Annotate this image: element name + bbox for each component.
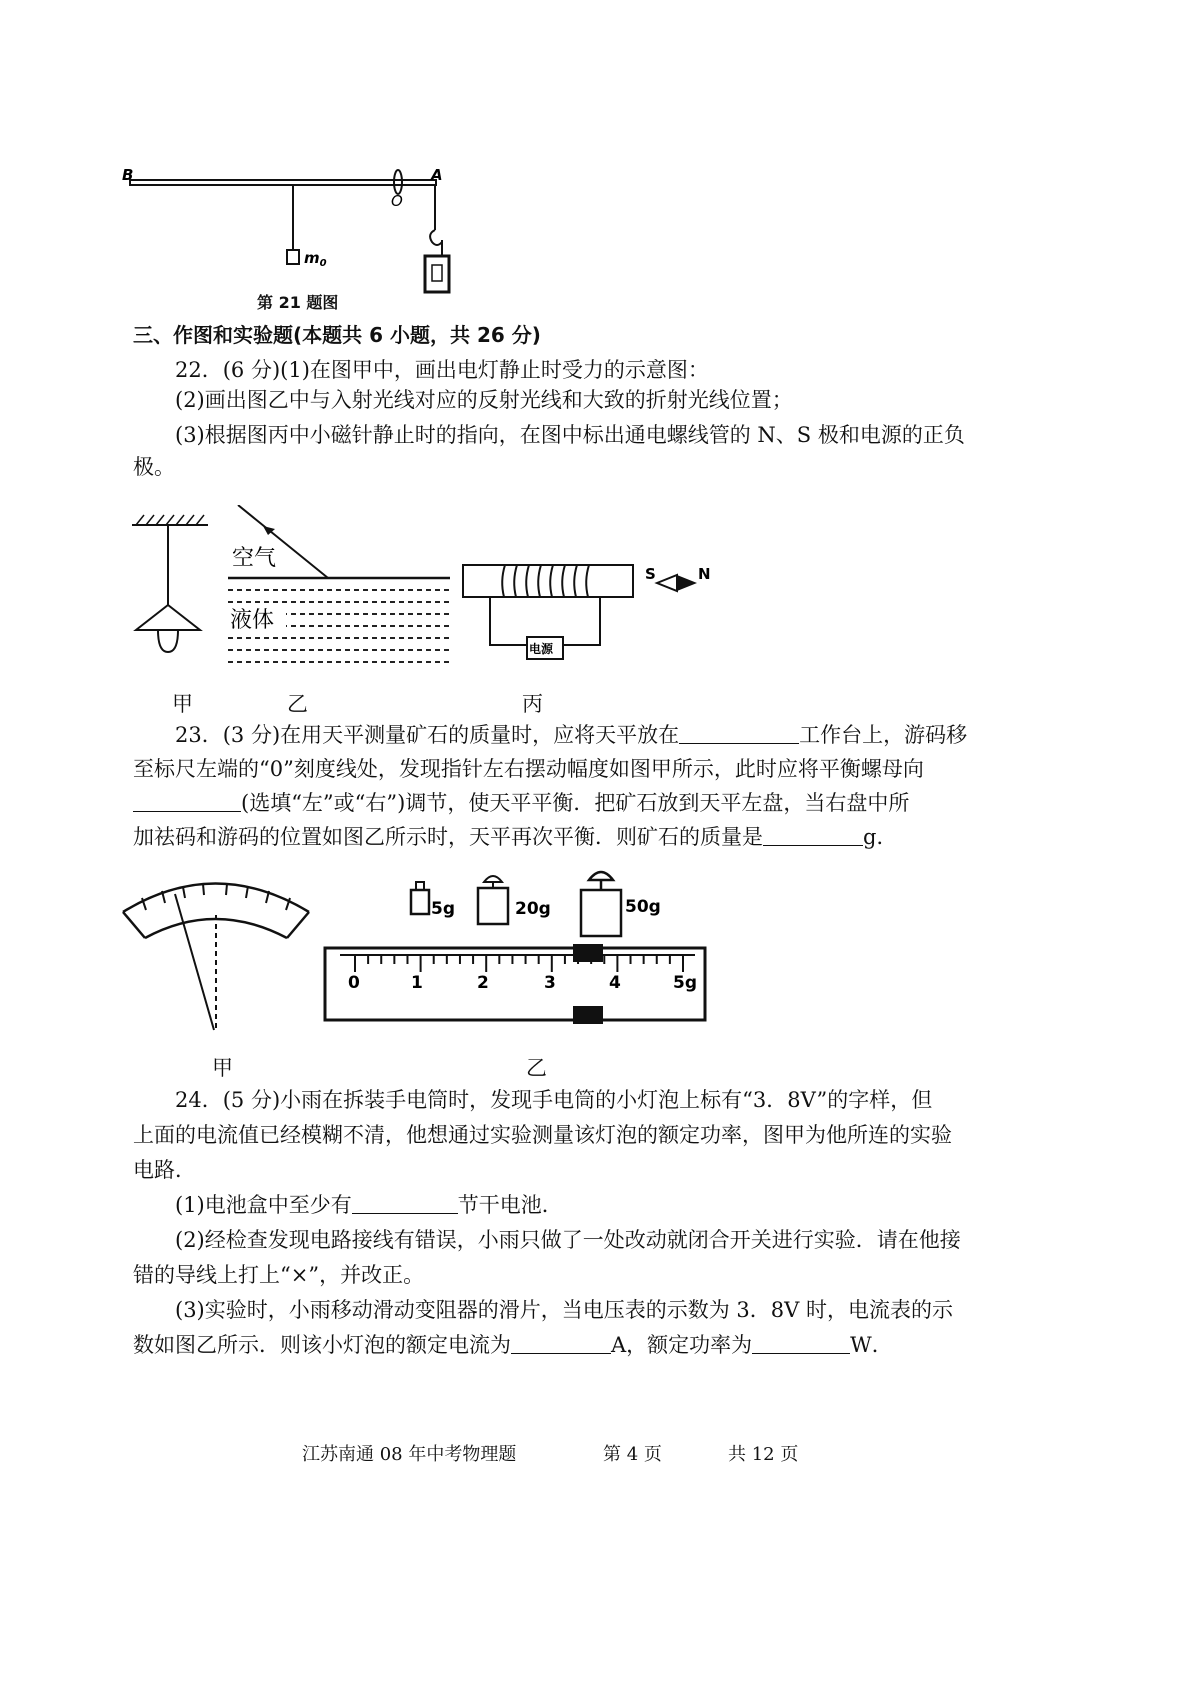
pointer-needle [175,894,214,1030]
footer-title: 江苏南通 08 年中考物理题 [302,1444,517,1465]
q24-line4: (1)电池盒中至少有 节干电池． [175,1193,563,1217]
answer-blank-surface[interactable] [679,721,799,744]
section-heading: 三、作图和实验题(本题共 6 小题，共 26 分) [133,323,541,347]
scale-tick-0: 0 [348,973,360,993]
q23-line1: 23．(3 分)在用天平测量矿石的质量时，应将天平放在 工作台上，游码移 [175,723,968,747]
caption-jia: 甲 [172,692,193,716]
q24-line5: (2)经检查发现电路接线有错误，小雨只做了一处改动就闭合开关进行实验．请在他接 [175,1228,961,1252]
answer-blank-direction[interactable] [133,789,241,812]
answer-blank-batteries[interactable] [352,1191,458,1214]
lamp-figure [132,515,208,652]
q24-line7: (3)实验时，小雨移动滑动变阻器的滑片，当电压表的示数为 3．8V 时，电流表的示 [175,1298,953,1322]
label-power: 电源 [529,642,554,656]
scale-tick-3: 3 [544,973,556,993]
hanging-weight [425,256,449,292]
answer-blank-current[interactable] [511,1331,611,1354]
rider-marker-bottom [573,1006,603,1024]
q22-line3: (3)根据图丙中小磁针静止时的指向，在图中标出通电螺线管的 N、S 极和电源的正负 [175,423,965,447]
hook-icon [430,230,442,245]
q23-line3: (选填“左”或“右”)调节，使天平平衡．把矿石放到天平左盘，当右盘中所 [133,788,909,818]
label-O: O [391,192,403,210]
rider-scale [325,944,705,1024]
weight-5g-label: 5g [431,899,455,919]
q23-caption-jia: 甲 [212,1056,233,1080]
label-m0: $m_0$ [304,249,327,269]
q24-line1: 24．(5 分)小雨在拆装手电筒时，发现手电筒的小灯泡上标有“3．8V”的字样，但 [175,1088,933,1112]
caption-bing: 丙 [522,692,543,716]
scale-tick-1: 1 [411,973,423,993]
weight-20g-label: 20g [515,899,551,919]
scale-tick-4: 4 [609,973,621,993]
q22-line1: 22．(6 分)(1)在图甲中，画出电灯静止时受力的示意图： [175,358,709,382]
q24-line2: 上面的电流值已经模糊不清，他想通过实验测量该灯泡的额定功率，图甲为他所连的实验 [133,1123,952,1147]
q23-caption-yi: 乙 [526,1056,547,1080]
pivot-ring [394,170,402,194]
scale-tick-5g: 5g [673,973,697,993]
q24-line6: 错的导线上打上“×”，并改正。 [133,1263,425,1287]
figure-21-caption: 第 21 题图 [257,293,339,312]
label-air: 空气 [232,546,277,571]
solenoid-figure [463,565,697,659]
label-S: S [645,565,656,583]
refraction-figure [228,505,450,662]
figure-23 [115,860,725,1050]
label-liquid: 液体 [230,608,275,633]
answer-blank-mass[interactable] [763,823,863,846]
mass-m0 [287,250,299,264]
caption-yi: 乙 [287,692,308,716]
balance-pointer-dial [123,884,309,1031]
rider-marker [573,944,603,962]
q23-line4: 加祛码和游码的位置如图乙所示时，天平再次平衡．则矿石的质量是 g． [133,825,898,849]
q22-line2: (2)画出图乙中与入射光线对应的反射光线和大致的折射光线位置； [175,388,793,412]
figure-21-lever [120,168,520,298]
q24-line3: 电路． [133,1158,196,1182]
q23-line2: 至标尺左端的“0”刻度线处，发现指针左右摆动幅度如图甲所示，此时应将平衡螺母向 [133,757,924,781]
answer-blank-power[interactable] [752,1331,850,1354]
compass-needle-icon [657,575,677,591]
figure-22 [120,505,740,685]
q24-line8: 数如图乙所示．则该小灯泡的额定电流为 A，额定功率为 W． [133,1333,893,1357]
label-A: A [431,168,443,184]
label-N: N [698,565,711,583]
q22-line4: 极。 [133,455,175,479]
lever-bar [130,180,436,185]
footer-page: 第 4 页 [603,1444,662,1465]
footer-total: 共 12 页 [728,1444,799,1465]
label-B: B [122,168,134,184]
scale-tick-2: 2 [477,973,489,993]
weight-50g-label: 50g [625,897,661,917]
